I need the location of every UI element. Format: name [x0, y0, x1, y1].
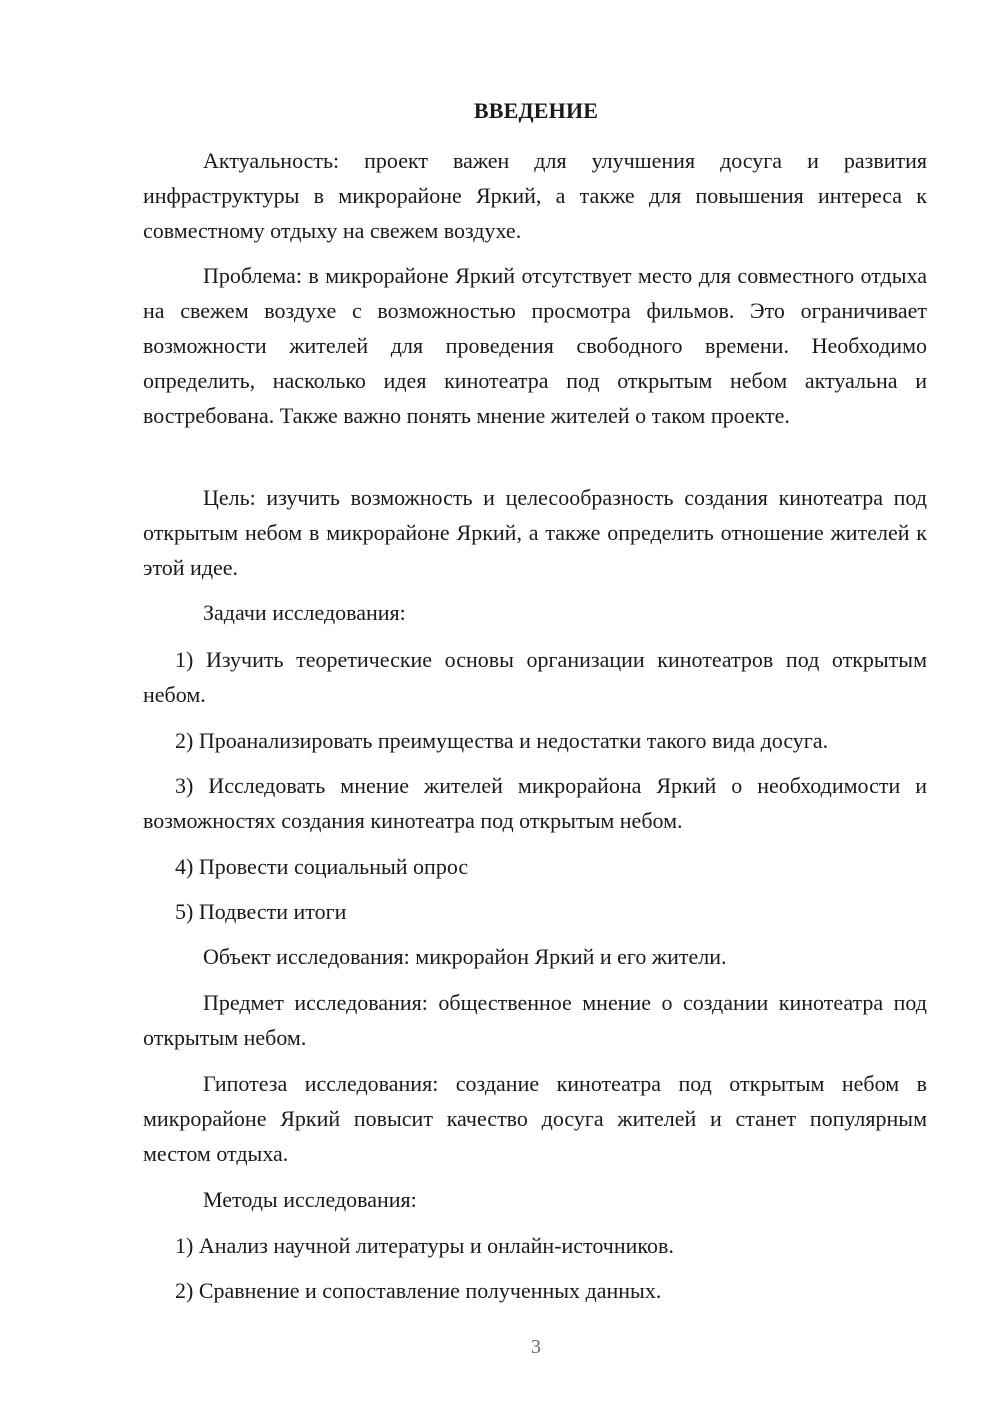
methods-heading: Методы исследования:: [203, 1187, 417, 1212]
task-item-1: 1) Изучить теоретические основы организации кинотеатров под открытым небом.: [143, 647, 927, 707]
tasks-heading: Задачи исследования:: [203, 600, 406, 625]
problem-paragraph: Проблема: в микрорайоне Яркий отсутствует место для совместного отдыха на свежем воздухе с возможностью просмотра фильмов. Это ограничивает возможности жителей для проведения свободного времени. Необходимо определить, насколько идея кинотеатра под открытым небом актуальна и востребована. Также важно понять мнение жителей о таком проекте.: [143, 263, 927, 428]
task-item-4: 4) Провести социальный опрос: [175, 854, 469, 879]
object-paragraph: Объект исследования: микрорайон Яркий и его жители.: [203, 944, 727, 969]
method-item-1: 1) Анализ научной литературы и онлайн-источников.: [175, 1233, 674, 1258]
relevance-paragraph: Актуальность: проект важен для улучшения досуга и развития инфраструктуры в микрорайоне Яркий, а также для повышения интереса к совместному отдыху на свежем воздухе.: [143, 148, 927, 243]
hypothesis-paragraph: Гипотеза исследования: создание кинотеатра под открытым небом в микрорайоне Яркий повысит качество досуга жителей и станет популярным местом отдыха.: [143, 1071, 927, 1166]
task-item-3: 3) Исследовать мнение жителей микрорайона Яркий о необходимости и возможностях создания кинотеатра под открытым небом.: [143, 773, 927, 833]
section-title: ВВЕДЕНИЕ: [473, 98, 599, 123]
subject-paragraph: Предмет исследования: общественное мнение о создании кинотеатра под открытым небом.: [143, 990, 927, 1050]
method-item-2: 2) Сравнение и сопоставление полученных данных.: [175, 1278, 662, 1303]
task-item-5: 5) Подвести итоги: [175, 899, 347, 924]
page-number: 3: [531, 1336, 541, 1358]
goal-paragraph: Цель: изучить возможность и целесообразность создания кинотеатра под открытым небом в микрорайоне Яркий, а также определить отношение жителей к этой идее.: [143, 485, 927, 580]
task-item-2: 2) Проанализировать преимущества и недостатки такого вида досуга.: [175, 728, 829, 753]
